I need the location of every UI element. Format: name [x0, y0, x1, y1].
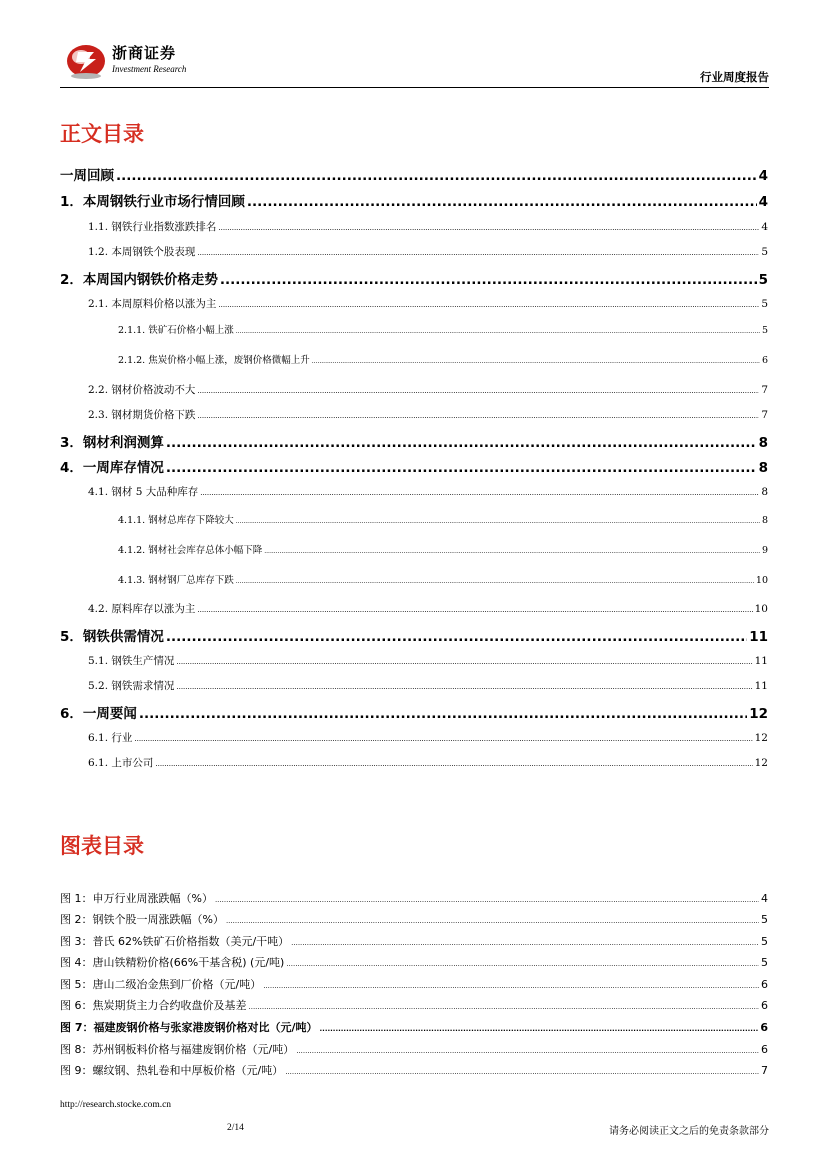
toc-entry-page: 8	[761, 515, 768, 526]
toc-entry-label: 5．钢铁供需情况	[60, 629, 164, 645]
toc-leader-dots	[215, 896, 759, 904]
toc-entry-label: 2．本周国内钢铁价格走势	[60, 272, 218, 288]
toc-entry-label: 1．本周钢铁行业市场行情回顾	[60, 194, 245, 210]
toc-leader-dots	[197, 412, 759, 420]
figure-entry[interactable]	[60, 890, 768, 906]
figure-entry[interactable]	[60, 911, 768, 927]
page-header	[60, 38, 769, 88]
figure-entry-page: 5	[761, 956, 768, 969]
toc-entry-page: 8	[761, 486, 768, 498]
toc-title: 正文目录	[60, 122, 144, 146]
toc-leader-dots	[263, 982, 759, 990]
toc-leader-dots	[249, 1003, 760, 1011]
toc-entry-page: 12	[754, 757, 768, 769]
figure-entry[interactable]	[60, 1062, 768, 1078]
toc-entry[interactable]	[60, 653, 768, 668]
toc-entry-page: 9	[761, 545, 768, 556]
toc-entry[interactable]	[60, 164, 768, 184]
toc-leader-dots	[134, 735, 752, 743]
toc-entry[interactable]	[60, 678, 768, 693]
toc-entry-page: 5	[761, 298, 768, 310]
toc-entry[interactable]	[60, 601, 768, 616]
figure-entry-page: 6	[761, 999, 768, 1012]
toc-leader-dots	[296, 1047, 759, 1055]
footer-url[interactable]: http://research.stocke.com.cn	[60, 1100, 172, 1110]
toc-entry[interactable]	[60, 431, 768, 451]
toc-leader-dots	[218, 301, 759, 309]
figure-entry-label: 图 7：福建废钢价格与张家港废钢价格对比（元/吨）	[60, 1021, 318, 1034]
figure-entry-page: 6	[761, 978, 768, 991]
toc-leader-dots	[197, 387, 759, 395]
toc-leader-dots	[312, 358, 760, 365]
toc-entry[interactable]	[60, 268, 768, 288]
figure-entry[interactable]	[60, 933, 768, 949]
toc-entry[interactable]	[60, 352, 768, 366]
toc-entry-label: 6.1. 行业	[88, 732, 133, 744]
toc-entry[interactable]	[60, 190, 768, 210]
toc-entry[interactable]	[60, 296, 768, 311]
figure-entry-page: 4	[761, 892, 768, 905]
logo-english-name: Investment Research	[112, 64, 187, 74]
toc-entry-label: 5.2. 钢铁需求情况	[88, 680, 175, 692]
figures-title: 图表目录	[60, 834, 144, 858]
toc-entry[interactable]	[60, 382, 768, 397]
toc-entry-page: 8	[758, 435, 768, 451]
toc-leader-dots	[236, 328, 760, 335]
toc-leader-dots	[236, 578, 754, 585]
figure-entry-label: 图 4：唐山铁精粉价格(66%干基含税) (元/吨)	[60, 956, 285, 969]
toc-entry-page: 8	[758, 460, 768, 476]
toc-entry-page: 4	[758, 168, 768, 184]
disclaimer-note: 请务必阅读正文之后的免责条款部分	[609, 1126, 769, 1137]
figure-entry[interactable]	[60, 1041, 768, 1057]
toc-leader-dots	[264, 548, 760, 555]
toc-leader-dots	[176, 683, 752, 691]
toc-entry-page: 10	[754, 603, 768, 615]
toc-entry-label: 6．一周要闻	[60, 706, 137, 722]
company-logo-icon	[64, 40, 108, 80]
toc-entry-label: 5.1. 钢铁生产情况	[88, 655, 175, 667]
toc-entry-page: 5	[758, 272, 768, 288]
toc-entry-label: 1.2. 本周钢铁个股表现	[88, 246, 196, 258]
toc-entry-page: 4	[761, 221, 768, 233]
toc-leader-dots	[218, 224, 759, 232]
toc-entry[interactable]	[60, 572, 768, 586]
toc-entry-label: 4.1. 钢材 5 大品种库存	[88, 486, 199, 498]
toc-leader-dots	[197, 606, 752, 614]
toc-leader-dots	[286, 960, 759, 968]
toc-entry-page: 11	[754, 680, 768, 692]
toc-leader-dots	[285, 1068, 759, 1076]
toc-entry[interactable]	[60, 755, 768, 770]
toc-leader-dots	[236, 518, 760, 525]
toc-entry-page: 7	[761, 384, 768, 396]
figure-entry[interactable]	[60, 997, 768, 1013]
toc-entry-page: 5	[761, 325, 768, 336]
toc-entry-label: 4．一周库存情况	[60, 460, 164, 476]
toc-leader-dots	[197, 249, 759, 257]
toc-entry-label: 一周回顾	[60, 168, 114, 184]
figure-entry[interactable]	[60, 976, 768, 992]
toc-entry-label: 2.2. 钢材价格波动不大	[88, 384, 196, 396]
toc-leader-dots	[166, 629, 747, 645]
figure-entry[interactable]	[60, 1019, 768, 1035]
toc-entry[interactable]	[60, 542, 768, 556]
figure-entry[interactable]	[60, 954, 768, 970]
toc-entry-label: 4.1.1. 钢材总库存下降较大	[118, 515, 234, 526]
toc-entry[interactable]	[60, 702, 768, 722]
toc-entry[interactable]	[60, 730, 768, 745]
figure-entry-label: 图 9：螺纹钢、热轧卷和中厚板价格（元/吨）	[60, 1064, 284, 1077]
toc-entry-label: 4.2. 原料库存以涨为主	[88, 603, 196, 615]
logo-chinese-name: 浙商证券	[112, 44, 177, 62]
toc-leader-dots	[291, 939, 759, 947]
figure-entry-page: 6	[760, 1021, 768, 1034]
toc-entry-label: 4.1.3. 钢材钢厂总库存下跌	[118, 575, 234, 586]
figure-entry-page: 5	[761, 935, 768, 948]
toc-entry-page: 10	[755, 575, 768, 586]
page-number: 2/14	[227, 1123, 244, 1133]
toc-entry-page: 11	[754, 655, 768, 667]
figure-entry-label: 图 8：苏州钢板料价格与福建废钢价格（元/吨）	[60, 1043, 295, 1056]
toc-entry[interactable]	[60, 625, 768, 645]
toc-entry-page: 12	[749, 706, 768, 722]
toc-leader-dots	[320, 1025, 759, 1033]
toc-leader-dots	[226, 917, 759, 925]
figure-entry-label: 图 5：唐山二级冶金焦到厂价格（元/吨）	[60, 978, 262, 991]
toc-leader-dots	[116, 168, 757, 184]
toc-leader-dots	[155, 760, 752, 768]
toc-leader-dots	[176, 658, 752, 666]
report-type: 行业周度报告	[700, 70, 769, 84]
toc-entry-label: 1.1. 钢铁行业指数涨跌排名	[88, 221, 217, 233]
toc-entry[interactable]	[60, 512, 768, 526]
toc-entry-label: 6.1. 上市公司	[88, 757, 154, 769]
toc-entry[interactable]	[60, 322, 768, 336]
toc-entry[interactable]	[60, 484, 768, 499]
toc-entry-page: 7	[761, 409, 768, 421]
toc-entry-label: 4.1.2. 钢材社会库存总体小幅下降	[118, 545, 263, 556]
figure-entry-label: 图 2：钢铁个股一周涨跌幅（%）	[60, 913, 224, 926]
figure-entry-label: 图 3：普氏 62%铁矿石价格指数（美元/干吨）	[60, 935, 290, 948]
toc-entry[interactable]	[60, 456, 768, 476]
toc-entry-label: 2.1. 本周原料价格以涨为主	[88, 298, 217, 310]
toc-entry-page: 11	[749, 629, 768, 645]
toc-entry-label: 2.3. 钢材期货价格下跌	[88, 409, 196, 421]
toc-entry[interactable]	[60, 219, 768, 234]
toc-entry-page: 5	[761, 246, 768, 258]
toc-leader-dots	[166, 435, 757, 451]
toc-leader-dots	[220, 272, 757, 288]
toc-entry[interactable]	[60, 244, 768, 259]
toc-entry-page: 4	[758, 194, 768, 210]
toc-entry[interactable]	[60, 407, 768, 422]
header-divider	[60, 87, 769, 88]
toc-leader-dots	[139, 706, 747, 722]
figure-entry-page: 6	[761, 1043, 768, 1056]
toc-entry-label: 2.1.1. 铁矿石价格小幅上涨	[118, 325, 234, 336]
toc-entry-label: 2.1.2. 焦炭价格小幅上涨，废钢价格微幅上升	[118, 355, 310, 366]
toc-entry-label: 3．钢材利润测算	[60, 435, 164, 451]
figure-entry-label: 图 1：申万行业周涨跌幅（%）	[60, 892, 213, 905]
toc-entry-page: 6	[761, 355, 768, 366]
toc-entry-page: 12	[754, 732, 768, 744]
toc-leader-dots	[200, 489, 759, 497]
figure-entry-label: 图 6：焦炭期货主力合约收盘价及基差	[60, 999, 247, 1012]
figure-entry-page: 7	[761, 1064, 768, 1077]
figure-entry-page: 5	[761, 913, 768, 926]
toc-leader-dots	[166, 460, 757, 476]
toc-leader-dots	[247, 194, 757, 210]
